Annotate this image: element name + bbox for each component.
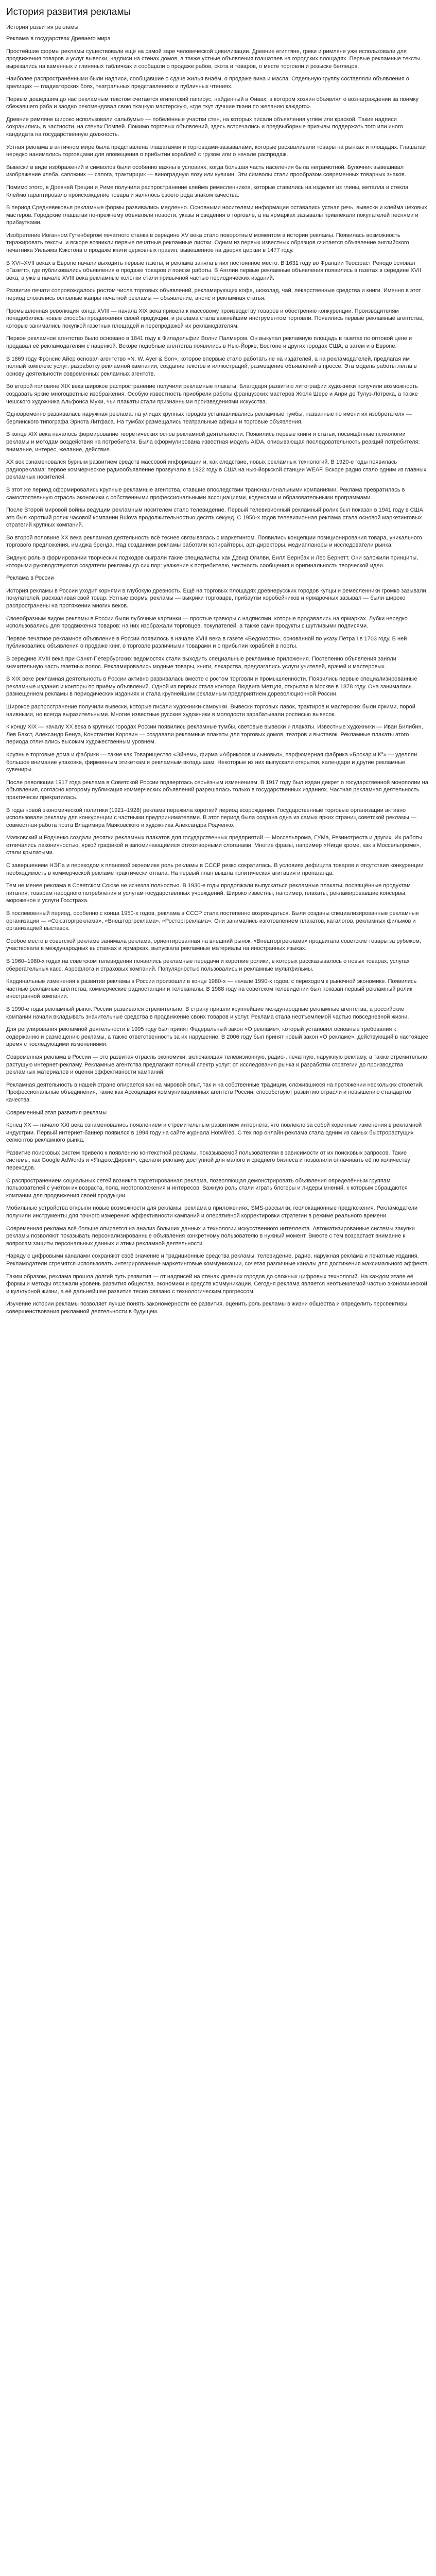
paragraph: Развитие печати сопровождалось ростом числа торговых объявлений, рекламирующих кофе, шоколад, чай, лекарственные средства и книги. Именно в этот период сложились основные жанры печатной рекламы — объявление, анонс и рекламная статья. <box>6 287 422 302</box>
paragraph: XX век ознаменовался бурным развитием средств массовой информации и, как следствие, новых рекламных технологий. В 1920-е годы появилась радиореклама: первое коммерческое радиообъявление прозвучало в 1922 году в США на нью-йоркской станции WEAF. Вскоре радио стало одним из главных рекламных носителей. <box>6 459 427 481</box>
paragraph: Особое место в советской рекламе занимала реклама, ориентированная на внешний рынок. «Внешторгреклама» продвигала советские товары за рубежом, участвовала в международных выставках и ярмарках, выпускала рекламные материалы на иностранных языках. <box>6 938 422 952</box>
paragraph: В середине XVIII века при Санкт-Петербургских ведомостях стали выходить специальные рекламные приложения. Постепенно объявления заняли значительную часть газетных полос. Рекламировались модные товары, книги, лекарства, предлагались услуги учителей, врачей и мастеровых. <box>6 656 396 670</box>
paragraph: Первое рекламное агентство было основано в 1841 году в Филадельфии Волни Палмером. Он выкупал рекламную площадь в газетах по оптовой цене и продавал её рекламодателям с наценкой. Вскоре подобные агентства появились в Нью-Йорке, Бостоне и других городах США, а затем и в Европе. <box>6 335 412 349</box>
paragraph: Вывески в виде изображений и символов были особенно важны в условиях, когда большая часть населения была неграмотной. Булочник вывешивал изображение хлеба, сапожник — сапога, трактирщик — виноградную лозу или кувшин. Эти символы стали прообразом современных товарных знаков. <box>6 164 406 178</box>
paragraph: Первое печатное рекламное объявление в России появилось в начале XVIII века в газете «Ведомости», основанной по указу Петра I в 1703 году. В ней публиковались объявления о продаже книг, о торговле различными товарами и о прибытии кораблей в порты. <box>6 635 407 650</box>
paragraph: С распространением социальных сетей возникла таргетированная реклама, позволяющая демонстрировать объявления определённым группам пользователей с учётом их возраста, пола, местоположения и интересов. Важную роль стали играть блогеры и лидеры мнений, к которым обращаются компании для продвижения своей продукции. <box>6 1177 408 1199</box>
paragraph: Простейшие формы рекламы существовали ещё на самой заре человеческой цивилизации. Древние египтяне, греки и римляне уже использовали для продвижения товаров и услуг вывески, надписи на стенах домов, а также устные объявления глашатаев на городских площадях. Первые рекламные тексты вырезались на каменных и глиняных табличках и сообщали о продаже рабов, скота и товаров, о месте торговли и розыске беглецов. <box>6 48 421 70</box>
paragraph: Конец XX — начало XXI века ознаменовались появлением и стремительным развитием интернета, что повлекло за собой коренные изменения в рекламной индустрии. Первый интернет-баннер появился в 1994 году на сайте журнала HotWired. С тех пор онлайн-реклама стала одним из самых быстрорастущих сегментов рекламного рынка. <box>6 1122 422 1144</box>
paragraph: Мобильные устройства открыли новые возможности для рекламы: реклама в приложениях, SMS-рассылки, геолокационные предложения. Рекламодатели получили инструменты для точного измерения эффективности кампаний и оперативной корректировки стратегии в режиме реального времени. <box>6 1205 418 1219</box>
paragraph: В годы новой экономической политики (1921–1928) реклама пережила короткий период возрождения. Государственные торговые организации активно использовали рекламу для конкуренции с частными предпринимателями. В этот период была создана одна из самых ярких страниц советской рекламы — совместная работа поэта Владимира Маяковского и художника Александра Родченко. <box>6 807 416 828</box>
paragraph: После Второй мировой войны ведущим рекламным носителем стало телевидение. Первый телевизионный рекламный ролик был показан в 1941 году в США: это был короткий ролик часовой компании Bulova продолжительностью десять секунд. С 1950-х годов телевизионная реклама стала основой маркетинговых стратегий крупных компаний. <box>6 507 425 529</box>
paragraph: Изобретение Иоганном Гутенбергом печатного станка в середине XV века стало поворотным моментом в истории рекламы. Появилась возможность тиражировать тексты, и вскоре возникли первые печатные рекламные листки. Одним из первых известных образцов считается объявление английского печатника Уильяма Кэкстона о продаже книги церковных правил, вывешенное на дверях церкви в 1477 году. <box>6 232 409 254</box>
paragraph: В XVI–XVII веках в Европе начали выходить первые газеты, и реклама заняла в них постоянное место. В 1631 году во Франции Теофраст Ренодо основал «Газетт», где публиковались объявления о продаже товаров и поиске работы. В Англии первые рекламные объявления появились в газетах в середине XVII века, а уже в начале XVIII века рекламные колонки стали привычной частью периодических изданий. <box>6 260 422 281</box>
section-heading: Современный этап развития рекламы <box>6 1109 107 1116</box>
paragraph: Помимо этого, в Древней Греции и Риме получили распространение клейма ремесленников, которые ставились на изделия из глины, металла и стекла. Клеймо гарантировало происхождение товара и являлось своего рода знаком качества. <box>6 184 410 198</box>
paragraph: В 1990-е годы рекламный рынок России развивался стремительно. В страну пришли крупнейшие международные рекламные агентства, а российские компании начали вкладывать значительные средства в продвижение своих товаров и услуг. Реклама стала неотъемлемой частью повседневной жизни. <box>6 1006 409 1020</box>
document-title: История развития рекламы <box>6 7 131 18</box>
paragraph: Кардинальные изменения в развитии рекламы в России произошли в конце 1980-х — начале 1990-х годов, с переходом к рыночной экономике. Появились частные рекламные агентства, коммерческие радиостанции и телеканалы. В 1988 году на советском телевидении был показан первый рекламный ролик иностранной компании. <box>6 978 417 1000</box>
paragraph: Современная реклама в России — это развитая отрасль экономики, включающая телевизионную, радио-, печатную, наружную рекламу, а также стремительно растущую интернет-рекламу. Рекламные агентства предлагают полный спектр услуг: от исследования рынка и разработки стратегии до производства рекламных материалов и оценки эффективности кампаний. <box>6 1054 427 1076</box>
paragraph: История рекламы в России уходит корнями в глубокую древность. Ещё на торговых площадях древнерусских городов купцы и ремесленники громко зазывали покупателей, расхваливая свой товар. Устные формы рекламы — выкрики торговцев, прибаутки коробейников и ярмарочных зазывал — были широко распространены на протяжении многих веков. <box>6 587 426 609</box>
paragraph: Таким образом, реклама прошла долгий путь развития — от надписей на стенах древних городов до сложных цифровых технологий. На каждом этапе её формы и методы отражали уровень развития общества, экономики и средств коммуникации. Сегодня реклама является неотъемлемой частью экономической и культурной жизни, а её дальнейшее развитие тесно связано с технологическим прогрессом. <box>6 1273 427 1295</box>
paragraph: После революции 1917 года реклама в Советской России подверглась серьёзным изменениям. В 1917 году был издан декрет о государственной монополии на объявления, согласно которому публикация коммерческих объявлений разрешалась только в государственных изданиях. Частная рекламная деятельность практически прекратилась. <box>6 779 428 801</box>
paragraph: Древние римляне широко использовали «альбумы» — побелённые участки стен, на которых писали объявления углём или краской. Такие надписи сохранились, в частности, на стенах Помпей. Помимо торговых объявлений, здесь встречались и предвыборные призывы поддержать того или иного кандидата на государственную должность. <box>6 116 403 138</box>
paragraph: В послевоенный период, особенно с конца 1950-х годов, реклама в СССР стала постепенно возрождаться. Были созданы специализированные рекламные организации — «Союзторгреклама», «Внешторгреклама», «Росторгреклама». Они занимались изготовлением плакатов, каталогов, рекламных фильмов и организацией выставок. <box>6 910 419 932</box>
section-heading: Реклама в России <box>6 575 54 582</box>
paragraph: Первым дошедшим до нас рекламным текстом считается египетский папирус, найденный в Фивах, в котором хозяин объявлял о вознаграждении за поимку сбежавшего раба и заодно рекомендовал свою ткацкую мастерскую, «где ткут лучшие ткани по желанию каждого». <box>6 96 418 110</box>
paragraph: Своеобразным видом рекламы в России были лубочные картинки — простые гравюры с надписями, которые продавались на ярмарках. Лубки нередко использовались для продвижения товаров: на них изображали торговцев, покупателей, а также сами продукты с шутливыми подписями. <box>6 615 408 630</box>
paragraph: Наиболее распространёнными были надписи, сообщавшие о сдаче жилья внаём, о продаже вина и масла. Отдельную группу составляли объявления о зрелищах — гладиаторских боях, театральных представлениях и публичных чтениях. <box>6 76 409 90</box>
paragraph: Широкое распространение получили вывески, которые писали художники-самоучки. Вывески торговых лавок, трактиров и мастерских были яркими, порой наивными, но всегда выразительными. Многие известные русские художники в молодости зарабатывали росписью вывесок. <box>6 703 415 718</box>
paragraph: Для регулирования рекламной деятельности в 1995 году был принят Федеральный закон «О рекламе», который установил основные требования к содержанию и размещению рекламы, а также ответственность за их нарушение. В 2006 году был принят новый закон «О рекламе», действующий в настоящее время с последующими изменениями. <box>6 1026 428 1048</box>
paragraph: Промышленная революция конца XVIII — начала XIX века привела к массовому производству товаров и обострению конкуренции. Производителям понадобились новые способы продвижения своей продукции, и реклама стала важнейшим инструментом торговли. Появились первые рекламные агентства, которые занимались покупкой газетных площадей и перепродажей их рекламодателям. <box>6 308 424 329</box>
paragraph: В 1869 году Фрэнсис Айер основал агентство «N. W. Ayer & Son», которое впервые стало работать не на издателей, а на рекламодателей, предлагая им полный комплекс услуг: разработку рекламной кампании, создание текстов и иллюстраций, размещение объявлений в прессе. Эта модель работы легла в основу деятельности современных рекламных агентств. <box>6 355 417 377</box>
paragraph: В период Средневековья рекламные формы развивались медленно. Основными носителями информации оставались устная речь, вывески и клейма цеховых мастеров. Городские глашатаи по-прежнему объявляли новости, указы и сведения о торговле, а на ярмарках зазывалы привлекали покупателей песнями и прибаутками. <box>6 205 427 226</box>
paragraph: Маяковский и Родченко создали десятки рекламных плакатов для государственных предприятий — Моссельпрома, ГУМа, Резинотреста и других. Их работы отличались лаконичностью, яркой графикой и запоминающимися стихотворными слоганами. Многие фразы, например «Нигде кроме, как в Моссельпроме», стали крылатыми. <box>6 835 423 856</box>
paragraph: Современная реклама всё больше опирается на анализ больших данных и технологии искусственного интеллекта. Автоматизированные системы закупки рекламы позволяют показывать персонализированные объявления конкретному пользователю в нужный момент. Вместе с тем возрастает внимание к вопросам защиты персональных данных и этики рекламной деятельности. <box>6 1225 415 1247</box>
paragraph: В конце XIX века началось формирование теоретических основ рекламной деятельности. Появились первые книги и статьи, посвящённые психологии рекламы и методам воздействия на потребителя. Была сформулирована известная модель AIDA, описывающая последовательность реакций потребителя: внимание, интерес, желание, действие. <box>6 431 420 453</box>
paragraph: Наряду с цифровыми каналами сохраняют своё значение и традиционные средства рекламы: телевидение, радио, наружная реклама и печатные издания. Рекламодатели стремятся использовать интегрированные маркетинговые коммуникации, сочетая различные каналы для достижения максимального эффекта. <box>6 1253 429 1267</box>
paragraph: С завершением НЭПа и переходом к плановой экономике роль рекламы в СССР резко сократилась. В условиях дефицита товаров и отсутствия конкуренции необходимость в коммерческой рекламе практически отпала. На первый план вышла политическая агитация и пропаганда. <box>6 862 424 876</box>
document-body <box>6 35 430 1316</box>
paragraph: Крупные торговые дома и фабрики — такие как Товарищество «Эйнем», фирма «Абрикосов и сыновья», парфюмерная фабрика «Брокар и К°» — уделяли большое внимание упаковке, фирменным этикеткам и рекламным вкладышам. Некоторые из них выпускали открытки, календари и другие рекламные сувениры. <box>6 751 417 773</box>
paragraph: К концу XIX — началу XX века в крупных городах России появились рекламные тумбы, световые вывески и плакаты. Известные художники — Иван Билибин, Лев Бакст, Александр Бенуа, Константин Коровин — создавали рекламные плакаты для торговых домов, театров и выставок. Рекламные плакаты этого периода отличались высоким художественным уровнем. <box>6 724 423 745</box>
paragraph: Во второй половине XX века рекламная деятельность всё теснее связывалась с маркетингом. Появились концепции позиционирования товара, уникального торгового предложения, имиджа бренда. Над созданием рекламы работали копирайтеры, арт-директоры, медиапланеры и исследователи рынка. <box>6 534 422 549</box>
paragraph: В этот же период сформировались крупные рекламные агентства, ставшие впоследствии транснациональными компаниями. Реклама превратилась в самостоятельную отрасль экономики с собственными профессиональными ассоциациями, кодексами и образовательными программами. <box>6 486 405 501</box>
table-of-contents-item[interactable]: История развития рекламы <box>6 24 79 30</box>
paragraph: Одновременно развивалась наружная реклама: на улицах крупных городов устанавливались рекламные тумбы, названные по имени их изобретателя — берлинского типографа Эрнста Литфаса. На тумбах размещались театральные афиши и торговые объявления. <box>6 411 412 425</box>
paragraph: Во второй половине XIX века широкое распространение получили рекламные плакаты. Благодаря развитию литографии художники получили возможность создавать яркие многоцветные изображения. Особую известность приобрели работы французских мастеров Жюля Шере и Анри де Тулуз-Лотрека, а также чешского художника Альфонса Мухи, чьи плакаты стали признанными произведениями искусства. <box>6 383 418 405</box>
paragraph: В 1960–1980-х годах на советском телевидении появились рекламные передачи и короткие ролики, в которых рассказывалось о новых товарах, услугах сберегательных касс, Аэрофлота и страховых компаний. Популярностью пользовались и рекламные мультфильмы. <box>6 958 410 972</box>
paragraph: Изучение истории рекламы позволяет лучше понять закономерности её развития, оценить роль рекламы в жизни общества и определить перспективы совершенствования рекламной деятельности в будущем. <box>6 1301 408 1315</box>
section-heading: Реклама в государствах Древнего мира <box>6 36 111 42</box>
paragraph: В XIX веке рекламная деятельность в России активно развивалась вместе с ростом торговли и промышленности. Появились первые специализированные рекламные издания и конторы по приёму объявлений. Одной из первых стала контора Людвига Метцля, открытая в Москве в 1878 году. Она занималась размещением рекламы в периодических изданиях и стала крупнейшим рекламным предприятием дореволюционной России. <box>6 676 417 698</box>
paragraph: Развитие поисковых систем привело к появлению контекстной рекламы, показываемой пользователям в зависимости от их поисковых запросов. Такие системы, как Google AdWords и «Яндекс.Директ», сделали рекламу доступной для малого и среднего бизнеса и позволили оплачивать её по количеству переходов. <box>6 1149 410 1172</box>
paragraph: Устная реклама в античном мире была представлена глашатаями и торговцами-зазывалами, которые расхваливали товары на рынках и площадях. Глашатаи нередко нанимались торговцами для оповещения о прибытии кораблей с грузом или о начале распродаж. <box>6 144 426 158</box>
paragraph: Видную роль в формировании творческих подходов сыграли такие специалисты, как Дэвид Огилви, Билл Бернбах и Лео Бернетт. Они заложили принципы, которыми руководствуются создатели рекламы до сих пор: уважение к потребителю, честность сообщения и оригинальность творческой идеи. <box>6 555 418 569</box>
paragraph: Рекламная деятельность в нашей стране опирается как на мировой опыт, так и на собственные традиции, сложившиеся на протяжении нескольких столетий. Профессиональные объединения, такие как Ассоциация коммуникационных агентств России, способствуют развитию отрасли и повышению стандартов качества. <box>6 1081 424 1103</box>
paragraph: Тем не менее реклама в Советском Союзе не исчезла полностью. В 1930-е годы продолжали выпускаться рекламные плакаты, посвящённые продуктам питания, товарам народного потребления и услугам государственных учреждений. Широко известны, например, плакаты, рекламировавшие консервы, мороженое и услуги Госстраха. <box>6 883 411 904</box>
